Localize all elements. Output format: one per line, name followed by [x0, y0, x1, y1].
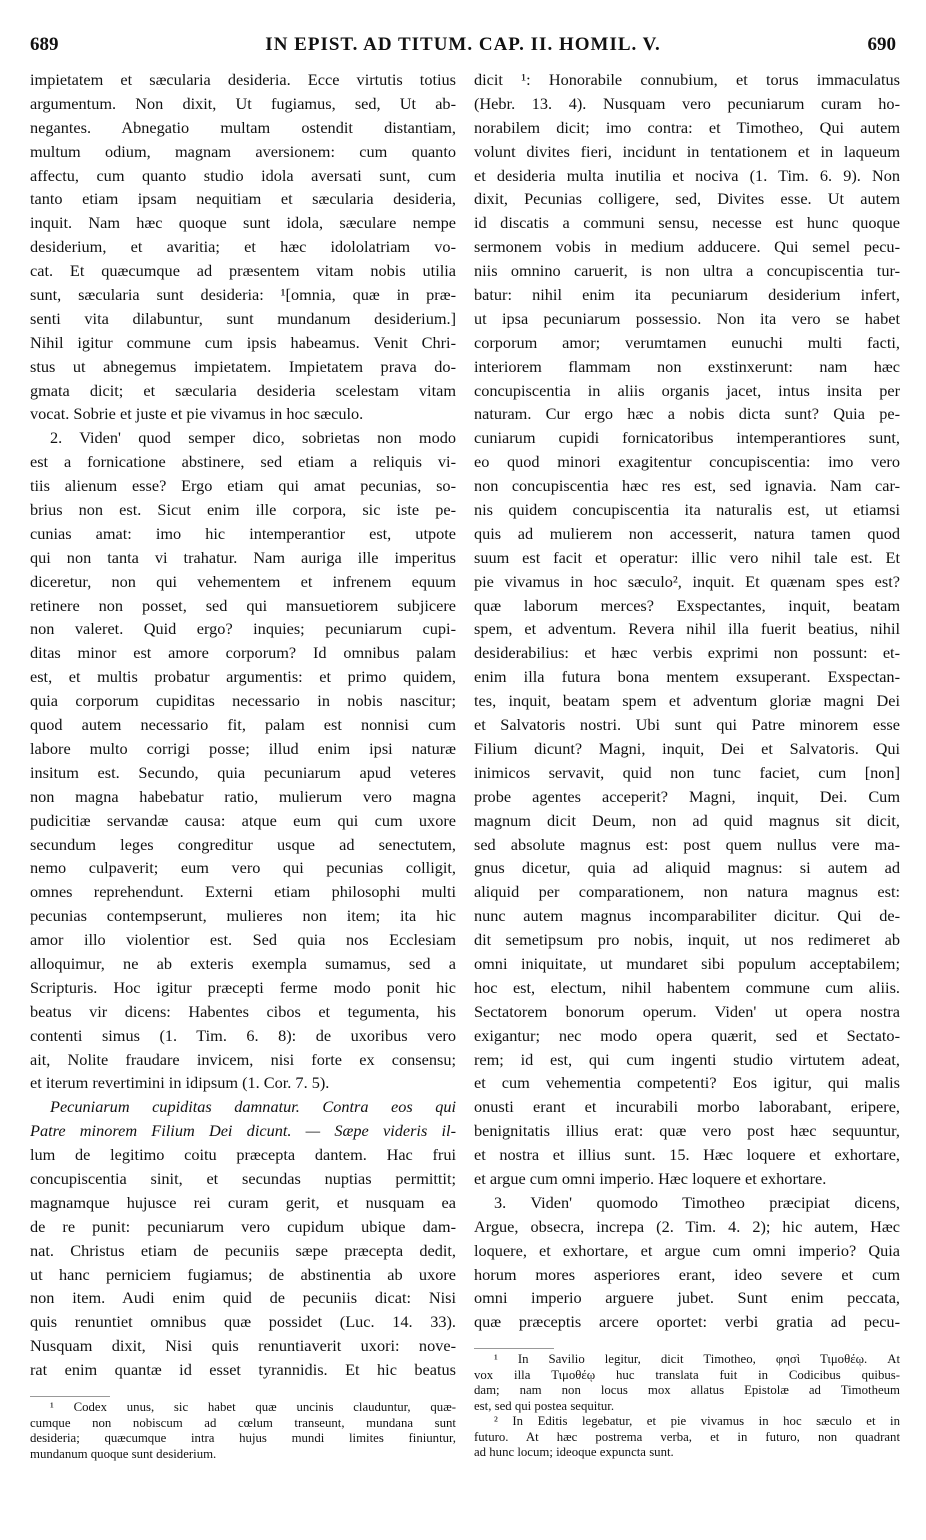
- text-line: omni iniquitate, ut mundaret sibi populum acceptabilem;: [474, 953, 900, 973]
- text-line: aliquid per comparationem, non natura magnus est:: [474, 882, 900, 902]
- text-line: et desideria multa inutilia et nociva (1. Tim. 6. 9). Non: [474, 165, 900, 185]
- text-line: Sectatorem bonorum operum. Viden' ut opera nostra: [474, 1001, 900, 1021]
- footnote-line: ² In Editis legebatur, et pie vivamus in hoc sæculo et in: [494, 1414, 900, 1428]
- text-line: concupiscentia sinit, et secundas nuptias permittit;: [30, 1168, 456, 1188]
- text-line: multum odium, magnam aversionem: cum quanto: [30, 141, 456, 161]
- text-line: pie vivamus in hoc sæculo², inquit. Et quænam spes est?: [474, 571, 900, 591]
- text-line: de re punit: pecuniarum vero cupidum ubique dam-: [30, 1216, 456, 1236]
- text-line: brius non est. Sicut enim ille corpora, sic iste pe-: [30, 500, 456, 520]
- text-line: retinere non posset, sed qui mansuetiorem subjicere: [30, 595, 456, 615]
- text-line: nemo culpaverit; eum vero qui pecunias colligit,: [30, 858, 456, 878]
- text-line: dixit, Pecunias colligere, sed, Divites esse. Ut autem: [474, 189, 900, 209]
- text-line: non item. Audi enim quid de pecuniis dicat: Nisi: [30, 1288, 456, 1308]
- text-line: 3. Viden' quomodo Timotheo præcipiat dicens,: [494, 1192, 900, 1212]
- text-line: cunias amat: imo hic intemperantior est, utpote: [30, 523, 456, 543]
- text-line: Argue, obsecra, increpa (2. Tim. 4. 2); hic autem, Hæc: [474, 1216, 900, 1236]
- footnote-line: mundanum quoque sunt desiderium.: [30, 1446, 217, 1461]
- running-title: IN EPIST. AD TITUM. CAP. II. HOMIL. V.: [265, 34, 661, 55]
- text-line: inimicos servavit, quid non tunc faciet, cum [non]: [474, 762, 900, 782]
- text-line: beatus vir dicens: Habentes cibos et tegumenta, his: [30, 1001, 456, 1021]
- footnote-line: desideria; quæcumque intra hujus mundi limites finiuntur,: [30, 1431, 456, 1445]
- text-line: argumentum. Non dixit, Ut fugiamus, sed, Ut ab-: [30, 93, 456, 113]
- text-line: 2. Viden' quod semper dico, sobrietas non modo: [50, 428, 456, 448]
- right-column: [474, 68, 900, 1334]
- text-line: et argue cum omni imperio. Hæc loquere et exhortare.: [474, 1168, 827, 1188]
- text-line: onusti erant et incurabili morbo laborabant, eripere,: [474, 1097, 900, 1117]
- text-line: niis omnino caruerit, is non ultra a concupiscentia tur-: [474, 261, 900, 281]
- text-line: impietatem et sæcularia desideria. Ecce virtutis totius: [30, 70, 456, 89]
- text-line: alloquimur, ne ab exteris exempla sumamus, sed a: [30, 953, 456, 973]
- text-line: tiis alienum esse? Ergo etiam qui amat pecunias, so-: [30, 476, 456, 496]
- text-line: probe agentes acceperit? Magni, inquit, Dei. Cum: [474, 786, 900, 806]
- footnote-line: ad hunc locum; ideoque expuncta sunt.: [474, 1445, 674, 1459]
- text-line: ditas minor est amore corporum? Id omnibus palam: [30, 643, 456, 663]
- page-number-left: 689: [30, 34, 59, 55]
- text-line: lum de legitimo coitu præcepta dantem. Hac frui: [30, 1145, 456, 1165]
- text-line: loquere, et exhortare, et argue cum omni imperio? Quia: [474, 1240, 900, 1260]
- text-line: naturam. Cur ergo hæc a nobis dicta sunt? Quia pe-: [474, 404, 900, 424]
- left-column: [30, 68, 456, 1382]
- text-line: Scripturis. Hoc igitur præcepti ferme modo ponit hic: [30, 977, 456, 997]
- running-header: [30, 34, 896, 60]
- text-line: cat. Et quæcumque ad præsentem vitam nobis utilia: [30, 261, 456, 281]
- text-line: diceretur, non qui vehementem et infrenem equum: [30, 571, 456, 591]
- text-line: ut ipsa pecuniarum possessio. Non ita vero se habet: [474, 308, 900, 328]
- text-line: quæ laborum merces? Exspectantes, inquit, beatam: [474, 595, 900, 615]
- text-line: sermonem vobis in medium adducere. Qui semel pecu-: [474, 237, 900, 257]
- text-line: Nihil igitur commune cum ipsis habeamus. Venit Chri-: [30, 332, 456, 352]
- text-line: pudicitiæ servandæ causa: atque eum qui cum uxore: [30, 810, 456, 830]
- text-line: senti vita dilabuntur, sunt mundanum desiderium.]: [30, 308, 456, 328]
- text-line: omnes reprehendunt. Externi etiam philosophi multi: [30, 882, 456, 902]
- footnotes-left: [30, 1400, 456, 1462]
- text-line: est a fornicatione abstinere, sed etiam a reliquis vi-: [30, 452, 456, 472]
- text-line: rem; id est, qui cum ingenti studio virtutem adeat,: [474, 1049, 900, 1069]
- page-number-right: 690: [867, 34, 896, 55]
- text-line: affectu, cum quanto studio idola aversati sunt, cum: [30, 165, 456, 185]
- text-line: quia corporum cupiditas necessario in nobis nascitur;: [30, 691, 456, 711]
- text-line: tanto etiam ipsam nequitiam et sæcularia desideria,: [30, 189, 456, 209]
- text-line: quis ad mulierem non accesserit, natura tamen quod: [474, 523, 900, 543]
- text-line: magnamque hujusce rei curam gerit, et nusquam ea: [30, 1192, 456, 1212]
- text-line: et cum vehementia competenti? Eos igitur, qui malis: [474, 1073, 900, 1093]
- text-line: gnus dicetur, quia ad aliquid magnus: si autem ad: [474, 858, 900, 878]
- text-line: labore multo corrigi posse; illud enim ipsi naturæ: [30, 738, 456, 758]
- text-line: Filium dicunt? Magni, inquit, Dei et Salvatoris. Qui: [474, 738, 900, 758]
- text-line: dicit ¹: Honorabile connubium, et torus immaculatus: [474, 70, 900, 89]
- text-line: negantes. Abnegatio multam ostendit distantiam,: [30, 117, 456, 137]
- text-line: sunt, sæcularia sunt desideria: ¹[omnia, quæ in præ-: [30, 285, 456, 305]
- footnote-line: est, sed qui postea sequitur.: [474, 1398, 615, 1413]
- text-line: dit semetipsum pro nobis, inquit, ut nos redimeret ab: [474, 930, 900, 950]
- footnotes-right: [474, 1352, 900, 1461]
- text-line: et Salvatoris nostri. Ubi sunt qui Patre minorem esse: [474, 715, 900, 735]
- text-line: magnum dicit Deum, non ad quid magnus sit dicit,: [474, 810, 900, 830]
- text-line: spem, et adventum. Revera nihil illa fuerit beatius, nihil: [474, 619, 900, 639]
- text-line: volunt divites fieri, incidunt in tentationem et in laqueum: [474, 141, 900, 161]
- text-line: concupiscentia in aliis organis jacet, intus insita per: [474, 380, 900, 400]
- text-line: horum mores asperiores erant, ideo severe et cum: [474, 1264, 900, 1284]
- text-line: exigantur; nec modo opera quærit, sed et Sectato-: [474, 1025, 900, 1045]
- text-line: pecunias contempserunt, mulieres non item; ita hic: [30, 906, 456, 926]
- footnote-line: ¹ In Savilio legitur, dicit Timotheo, φησὶ Τιμοθέῳ. At: [494, 1352, 900, 1366]
- text-line: enim illa futura bona mentem exsuperant. Exspectan-: [474, 667, 900, 687]
- text-line: nunc autem magnus incomparabiliter dicitur. Qui de-: [474, 906, 900, 926]
- text-line: corporum amor; verumtamen eunuchi multi facti,: [474, 332, 900, 352]
- text-line: quæ præceptis arcere oportet: verbi gratia ad pecu-: [474, 1312, 900, 1332]
- text-line: interiorem flammam non exstinxerunt: nam hæc: [474, 356, 900, 376]
- text-line: non magna habebatur ratio, mulierum vero magna: [30, 786, 456, 806]
- text-line: rat enim quantæ id esset tyrannidis. Et hic beatus: [30, 1360, 456, 1380]
- footnote-line: cumque non nobiscum ad cœlum transeunt, mundana sunt: [30, 1415, 456, 1430]
- text-line: cuniarum cupidi fornicatoribus intemperantiores sunt,: [474, 428, 900, 448]
- text-line: qui non tanta vi trahatur. Nam auriga ille imperitus: [30, 547, 456, 567]
- text-line: Pecuniarum cupiditas damnatur. Contra eos qui: [50, 1097, 456, 1117]
- footnote-rule-left: [30, 1396, 110, 1397]
- text-line: ait, Nolite fraudare invicem, nisi forte ex consensu;: [30, 1049, 456, 1069]
- text-line: contenti simus (1. Tim. 6. 8): de uxoribus vero: [30, 1025, 456, 1045]
- text-line: amor illo violentior est. Sed quia nos Ecclesiam: [30, 930, 456, 950]
- footnote-line: futuro. At hæc postrema verba, et in futuro, non quadrant: [474, 1429, 900, 1444]
- text-line: Nusquam dixit, Nisi quis renuntiaverit uxori: nove-: [30, 1336, 456, 1356]
- text-line: nis quidem concupiscentia ita naturalis est, ut etiamsi: [474, 500, 900, 520]
- text-line: est, et multis probatur argumentis: et primo quidem,: [30, 667, 456, 687]
- text-line: Patre minorem Filium Dei dicunt. — Sæpe videris il-: [30, 1121, 456, 1141]
- text-line: eo quod minori exagitentur concupiscentia: imo vero: [474, 452, 900, 472]
- footnote-line: ¹ Codex unus, sic habet quæ uncinis clauduntur, quæ-: [50, 1400, 456, 1414]
- text-line: hoc est, electum, nihil habentem commune cum aliis.: [474, 977, 900, 997]
- footnote-line: dam; nam non locus mox allatus Epistolæ ad Timotheum: [474, 1383, 900, 1397]
- text-line: (Hebr. 13. 4). Nusquam vero pecuniarum curam ho-: [474, 93, 900, 113]
- text-line: non concupiscentia hæc res est, sed ignavia. Nam car-: [474, 476, 900, 496]
- text-line: omni imperio arguere jubet. Sunt enim peccata,: [474, 1288, 900, 1308]
- text-line: vocat. Sobrie et juste et pie vivamus in hoc sæculo.: [30, 404, 364, 424]
- text-line: benignitatis illius erat: quæ vero post hæc sequuntur,: [474, 1121, 900, 1141]
- text-line: et iterum revertimini in idipsum (1. Cor. 7. 5).: [30, 1073, 330, 1093]
- text-line: et nostra et illius sunt. 15. Hæc loquere et exhortare,: [474, 1145, 900, 1165]
- text-line: id discatis a communi sensu, necesse est hunc quoque: [474, 213, 900, 233]
- text-line: nat. Christus etiam de pecuniis sæpe præcepta dedit,: [30, 1240, 456, 1260]
- footnote-rule-right: [474, 1348, 554, 1349]
- text-line: insitum est. Secundo, quia pecuniarum apud veteres: [30, 762, 456, 782]
- text-line: batur: nihil enim ita pecuniarum desiderium infert,: [474, 285, 900, 305]
- text-line: secundum leges congreditur usque ad senectutem,: [30, 834, 456, 854]
- text-line: sed absolute magnus est: post quem nullus vere ma-: [474, 834, 900, 854]
- text-line: desiderium, et avaritia; et hæc idololatriam vo-: [30, 237, 456, 257]
- text-line: suum est facit et operatur: illic vero nihil tale est. Et: [474, 547, 900, 567]
- text-line: quod autem necessario fit, palam est nonnisi cum: [30, 715, 456, 735]
- text-line: tes, inquit, beatam spem et adventum gloriæ magni Dei: [474, 691, 900, 711]
- text-line: norabilem dicit; imo contra: et Timotheo, Qui autem: [474, 117, 900, 137]
- text-line: stus ut abnegemus impietatem. Impietatem prava do-: [30, 356, 456, 376]
- text-line: desiderabilius: et hæc verbis exprimi non possunt: et-: [474, 643, 900, 663]
- text-line: gmata dicit; et sæcularia desideria scelestam vitam: [30, 380, 456, 400]
- footnote-line: vox illa Τιμοθέῳ huc translata fuit in Codicibus quibus-: [474, 1367, 900, 1382]
- text-line: quis renuntiet omnibus quæ possidet (Luc. 14. 33).: [30, 1312, 456, 1332]
- text-line: non valeret. Quid ergo? inquies; pecuniarum cupi-: [30, 619, 456, 639]
- text-line: inquit. Nam hæc quoque sunt idola, sæculare nempe: [30, 213, 456, 233]
- text-line: ut hanc perniciem fugiamus; de abstinentia ab uxore: [30, 1264, 456, 1284]
